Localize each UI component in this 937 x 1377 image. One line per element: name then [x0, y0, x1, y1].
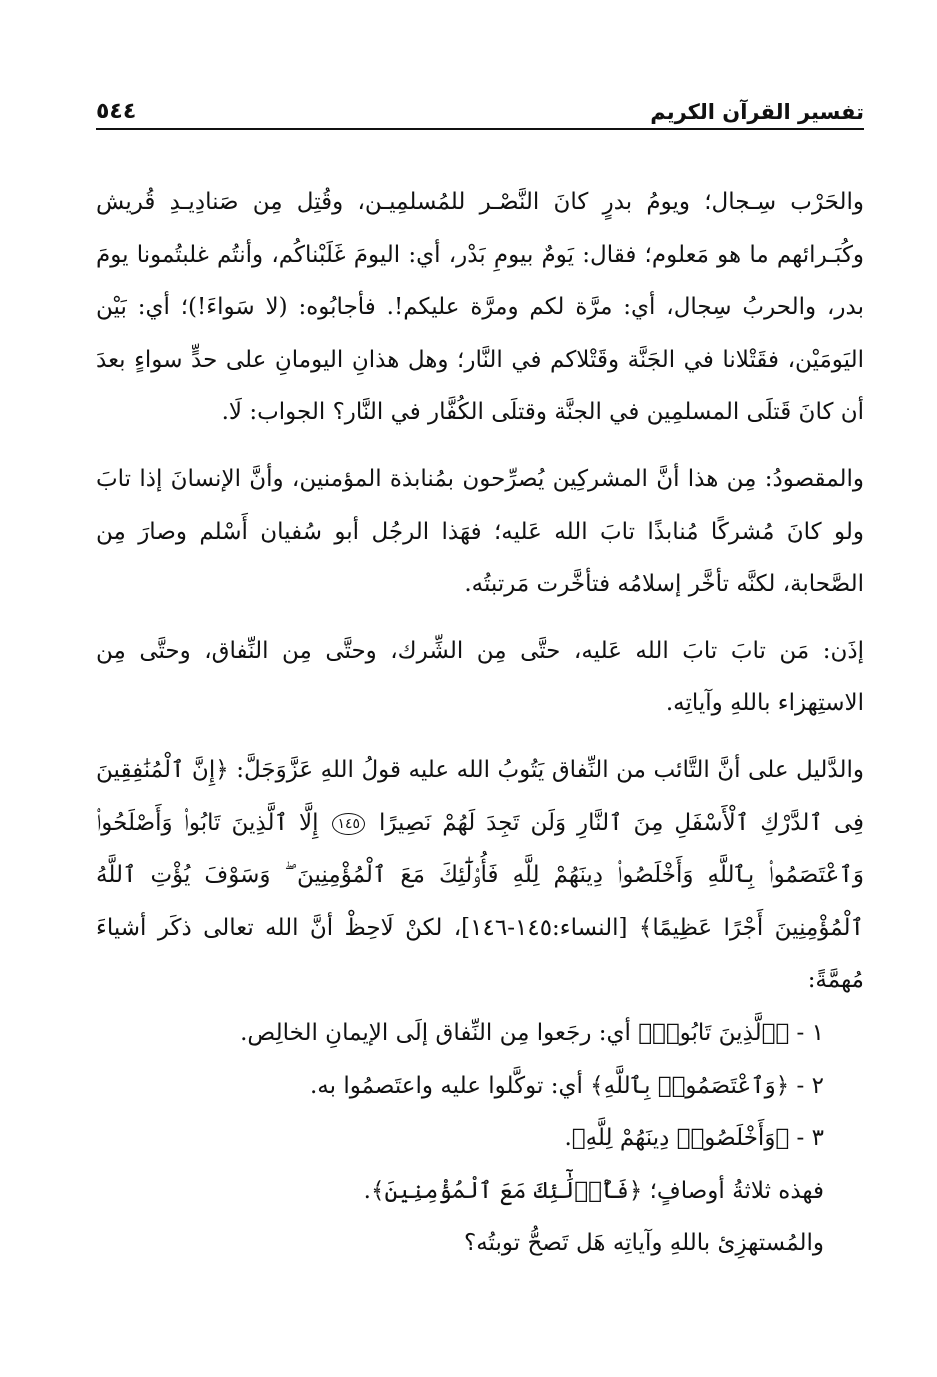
list-number: ١ -	[796, 1019, 824, 1046]
body-text	[96, 176, 864, 1270]
verse-reference: [النساء:١٤٥-١٤٦]	[461, 914, 628, 941]
list-item-1	[96, 1007, 864, 1060]
list-verse: ﴿وَأَخْلَصُوا۟ دِينَهُمْ لِلَّهِ﴾	[571, 1125, 790, 1152]
paragraph-4-outro: ، لكنْ لَاحِظْ أنَّ الله تعالى ذكَر أشياءَ مُهمَّةً:	[96, 914, 864, 994]
summary-line	[96, 1165, 864, 1218]
paragraph-3: إذَن: مَن تابَ تابَ الله عَليه، حتَّى مِن الشِّرك، وحتَّى مِن النِّفاق، وحتَّى مِن الاستِهزاء باللهِ وآياتِه.	[96, 637, 864, 717]
verse-number-marker: ١٤٥	[332, 813, 365, 835]
closing-question: والمُستهزِئ باللهِ وآياتِه هَل تَصحُّ توبتُه؟	[463, 1230, 824, 1257]
list-text: أي: توكَّلوا عليه واعتَصمُوا به.	[310, 1072, 591, 1099]
summary-verse: ﴿فَأُو۟لَٰٓئِكَ مَعَ ٱلْمُؤْمِنِينَ﴾	[370, 1177, 643, 1204]
paragraph-4-intro: والدَّليل على أنَّ التَّائب من النِّفاق يَتُوبُ الله عليه قولُ اللهِ عَزَّوَجَلَّ:	[236, 756, 865, 783]
list-item-3	[96, 1112, 864, 1165]
paragraph-1: والحَرْب سِـجال؛ ويومُ بدرٍ كانَ النَّصْـر للمُسلمِيـن، وقُتِل مِن صَنادِيـدِ قُريش وكُبَـرائهم ما هو مَعلوم؛ فقال: يَومٌ بيومِ بَدْر، أي: اليومَ غَلَبْناكُم، وأنتُم غلبتُمونا يومَ بدر، والحربُ سِجال، أي: مرَّة لكم ومرَّة عليكم!. فأجابُوه: (لا سَواءَ!)؛ أي: بَيْن اليَومَيْن، فقَتْلانا في الجَنَّة وقَتْلاكم في النَّار؛ وهل هذانِ اليومانِ على حدٍّ سواءٍ بعدَ أن كانَ قَتلَى المسلمِين في الجنَّة وقتلَى الكُفَّار في النَّار؟ الجواب: لَا.	[96, 189, 864, 426]
list-verse: ﴿وَٱعْتَصَمُوا۟ بِٱللَّهِ﴾	[590, 1072, 790, 1099]
list-verse: ﴿ٱلَّذِينَ تَابُوا۟﴾	[638, 1019, 790, 1046]
page-header	[96, 90, 864, 130]
page-number: ٥٤٤	[96, 99, 137, 124]
list-item-2	[96, 1060, 864, 1113]
summary-end: .	[363, 1177, 371, 1204]
quran-verse-part-a: ﴿إِنَّ ٱلْمُنَٰفِقِينَ فِى ٱلدَّرْكِ ٱلْأَسْفَلِ مِنَ ٱلنَّارِ وَلَن تَجِدَ لَهُمْ نَصِيرًا	[96, 756, 864, 836]
list-text: أي: رجَعوا مِن النِّفاق إلَى الإيمانِ الخالِص.	[240, 1019, 639, 1046]
list-text: .	[564, 1125, 572, 1152]
list-number: ٢ -	[796, 1072, 824, 1099]
quran-verse-part-b: إِلَّا ٱلَّذِينَ تَابُوا۟ وَأَصْلَحُوا۟ وَٱعْتَصَمُوا۟ بِٱللَّهِ وَأَخْلَصُوا۟ دِينَهُمْ لِلَّهِ فَأُو۟لَٰٓئِكَ مَعَ ٱلْمُؤْمِنِينَ ۖ وَسَوْفَ يُؤْتِ ٱللَّهُ ٱلْمُؤْمِنِينَ أَجْرًا عَظِيمًا﴾	[96, 809, 864, 941]
book-title: تفسير القرآن الكريم	[650, 100, 864, 124]
summary-text: فهذه ثلاثةُ أوصافٍ؛	[642, 1177, 824, 1204]
paragraph-2: والمقصودُ: مِن هذا أنَّ المشركِين يُصرِّحون بمُنابذة المؤمنين، وأنَّ الإنسانَ إذا تابَ ولو كانَ مُشركًا مُنابذًا تابَ الله عَليه؛ فهَذا الرجُل أبو سُفيان أَسْلم وصارَ مِن الصَّحابة، لكنَّه تأخَّر إسلامُه فتأخَّرت مَرتبتُه.	[96, 465, 864, 598]
list-number: ٣ -	[796, 1125, 824, 1152]
paragraph-4	[96, 744, 864, 1007]
